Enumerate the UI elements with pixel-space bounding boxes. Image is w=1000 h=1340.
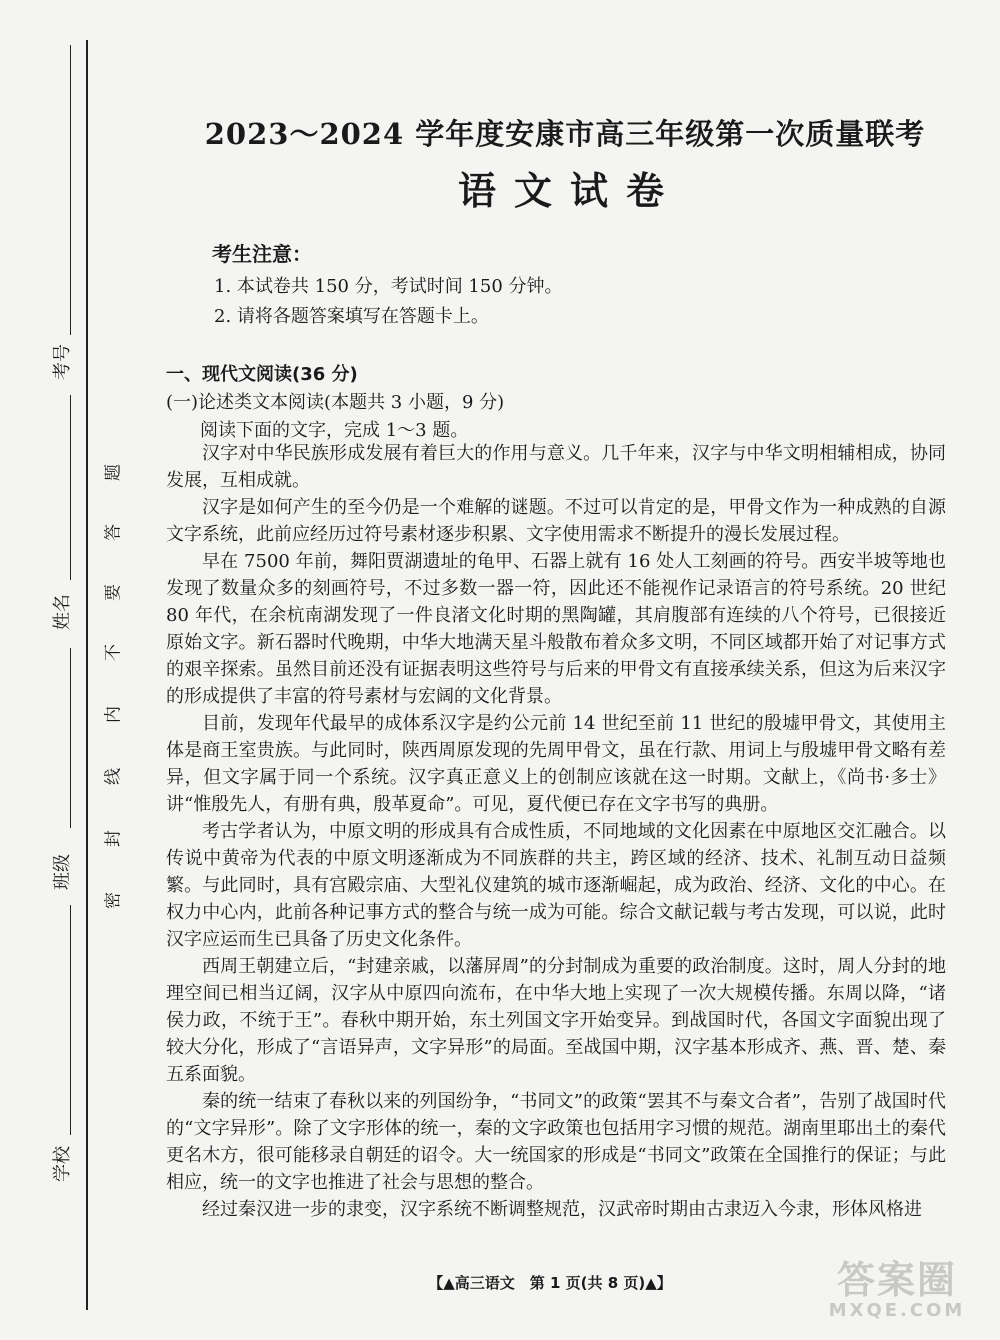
watermark-logo xyxy=(812,1260,982,1326)
subject-title: 语文试卷 xyxy=(457,168,682,213)
name-fill-line xyxy=(70,395,71,580)
seal-char: 线 xyxy=(103,768,124,785)
watermark-text: 答案圈 xyxy=(836,1258,957,1302)
seal-char: 内 xyxy=(103,706,124,723)
section-title: 一、现代文阅读(36 分) xyxy=(166,364,358,385)
seal-char: 题 xyxy=(103,464,124,481)
class-fill-line xyxy=(70,648,71,828)
seal-char: 答 xyxy=(103,524,124,541)
watermark-url: MXQE.COM xyxy=(828,1300,966,1321)
reading-passage xyxy=(166,440,946,1223)
binding-line xyxy=(86,40,88,1310)
seal-char: 不 xyxy=(103,644,124,661)
seal-char: 要 xyxy=(103,584,124,601)
seal-char: 封 xyxy=(103,830,124,847)
name-label: 姓名 xyxy=(52,594,73,630)
seal-char: 密 xyxy=(103,892,124,909)
school-label: 学校 xyxy=(52,1146,73,1182)
passage-paragraph: 经过秦汉进一步的隶变，汉字系统不断调整规范，汉武帝时期由古隶迈入今隶，形体风格进 xyxy=(202,1199,922,1220)
passage-paragraph: 汉字对中华民族形成发展有着巨大的作用与意义。几千年来，汉字与中华文明相辅相成，协同发展，互相成就。 xyxy=(166,443,946,491)
passage-paragraph: 目前，发现年代最早的成体系汉字是约公元前 14 世纪至前 11 世纪的殷墟甲骨文，其使用主体是商王室贵族。与此同时，陕西周原发现的先周甲骨文，虽在行款、用词上与殷墟甲骨文略有差异，但文字属于同一个系统。汉字真正意义上的创制应该就在这一时期。文献上，《尚书·多士》讲“惟殷先人，有册有典，殷革夏命”。可见，夏代便已存在文字书写的典册。 xyxy=(166,713,946,815)
passage-paragraph: 考古学者认为，中原文明的形成具有合成性质，不同地域的文化因素在中原地区交汇融合。以传说中黄帝为代表的中原文明逐渐成为不同族群的共主，跨区域的经济、技术、礼制互动日益频繁。与此同时，具有宫殿宗庙、大型礼仪建筑的城市逐渐崛起，成为政治、经济、文化的中心。在权力中心内，此前各种记事方式的整合与统一成为可能。综合文献记载与考古发现，可以说，此时汉字应运而生已具备了历史文化条件。 xyxy=(166,821,946,950)
notice-heading: 考生注意： xyxy=(212,242,312,266)
class-label: 班级 xyxy=(52,854,73,890)
notice-item: 1. 本试卷共 150 分，考试时间 150 分钟。 xyxy=(214,276,563,297)
exam-title: 2023～2024 学年度安康市高三年级第一次质量联考 xyxy=(204,117,926,151)
subsection-title: (一)论述类文本阅读(本题共 3 小题，9 分) xyxy=(166,392,505,413)
exam-number-label: 考号 xyxy=(52,344,73,380)
reading-instruction: 阅读下面的文字，完成 1～3 题。 xyxy=(200,420,469,441)
page-footer: 【▲高三语文 第 1 页(共 8 页)▲】 xyxy=(428,1274,672,1292)
passage-paragraph: 早在 7500 年前，舞阳贾湖遗址的龟甲、石器上就有 16 处人工刻画的符号。西安半坡等地也发现了数量众多的刻画符号，不过多数一器一符，因此还不能视作记录语言的符号系统。20 世纪 80 年代，在余杭南湖发现了一件良渚文化时期的黑陶罐，其肩腹部有连续的八个符号，已很接近原始文字。新石器时代晚期，中华大地满天星斗般散布着众多文明，不同区域都开始了对记事方式的艰辛探索。虽然目前还没有证据表明这些符号与后来的甲骨文有直接承续关系，但这为后来汉字的形成提供了丰富的符号素材与宏阔的文化背景。 xyxy=(166,551,946,707)
school-fill-line xyxy=(70,905,71,1135)
passage-paragraph: 汉字是如何产生的至今仍是一个难解的谜题。不过可以肯定的是，甲骨文作为一种成熟的自源文字系统，此前应经历过符号素材逐步积累、文字使用需求不断提升的漫长发展过程。 xyxy=(166,497,946,545)
notice-item: 2. 请将各题答案填写在答题卡上。 xyxy=(214,306,489,327)
passage-paragraph: 西周王朝建立后，“封建亲戚，以藩屏周”的分封制成为重要的政治制度。这时，周人分封的地理空间已相当辽阔，汉字从中原四向流布，在中华大地上实现了一次大规模传播。东周以降，“诸侯力政，不统于王”。春秋中期开始，东土列国文字开始变异。到战国时代，各国文字面貌出现了较大分化，形成了“言语异声，文字异形”的局面。至战国中期，汉字基本形成齐、燕、晋、楚、秦五系面貌。 xyxy=(166,956,946,1085)
passage-paragraph: 秦的统一结束了春秋以来的列国纷争，“书同文”的政策“罢其不与秦文合者”，告别了战国时代的“文字异形”。除了文字形体的统一，秦的文字政策也包括用字习惯的规范。湖南里耶出土的秦代更名木方，很可能移录自朝廷的诏令。大一统国家的形成是“书同文”政策在全国推行的保证；与此相应，统一的文字也推进了社会与思想的整合。 xyxy=(166,1091,946,1193)
